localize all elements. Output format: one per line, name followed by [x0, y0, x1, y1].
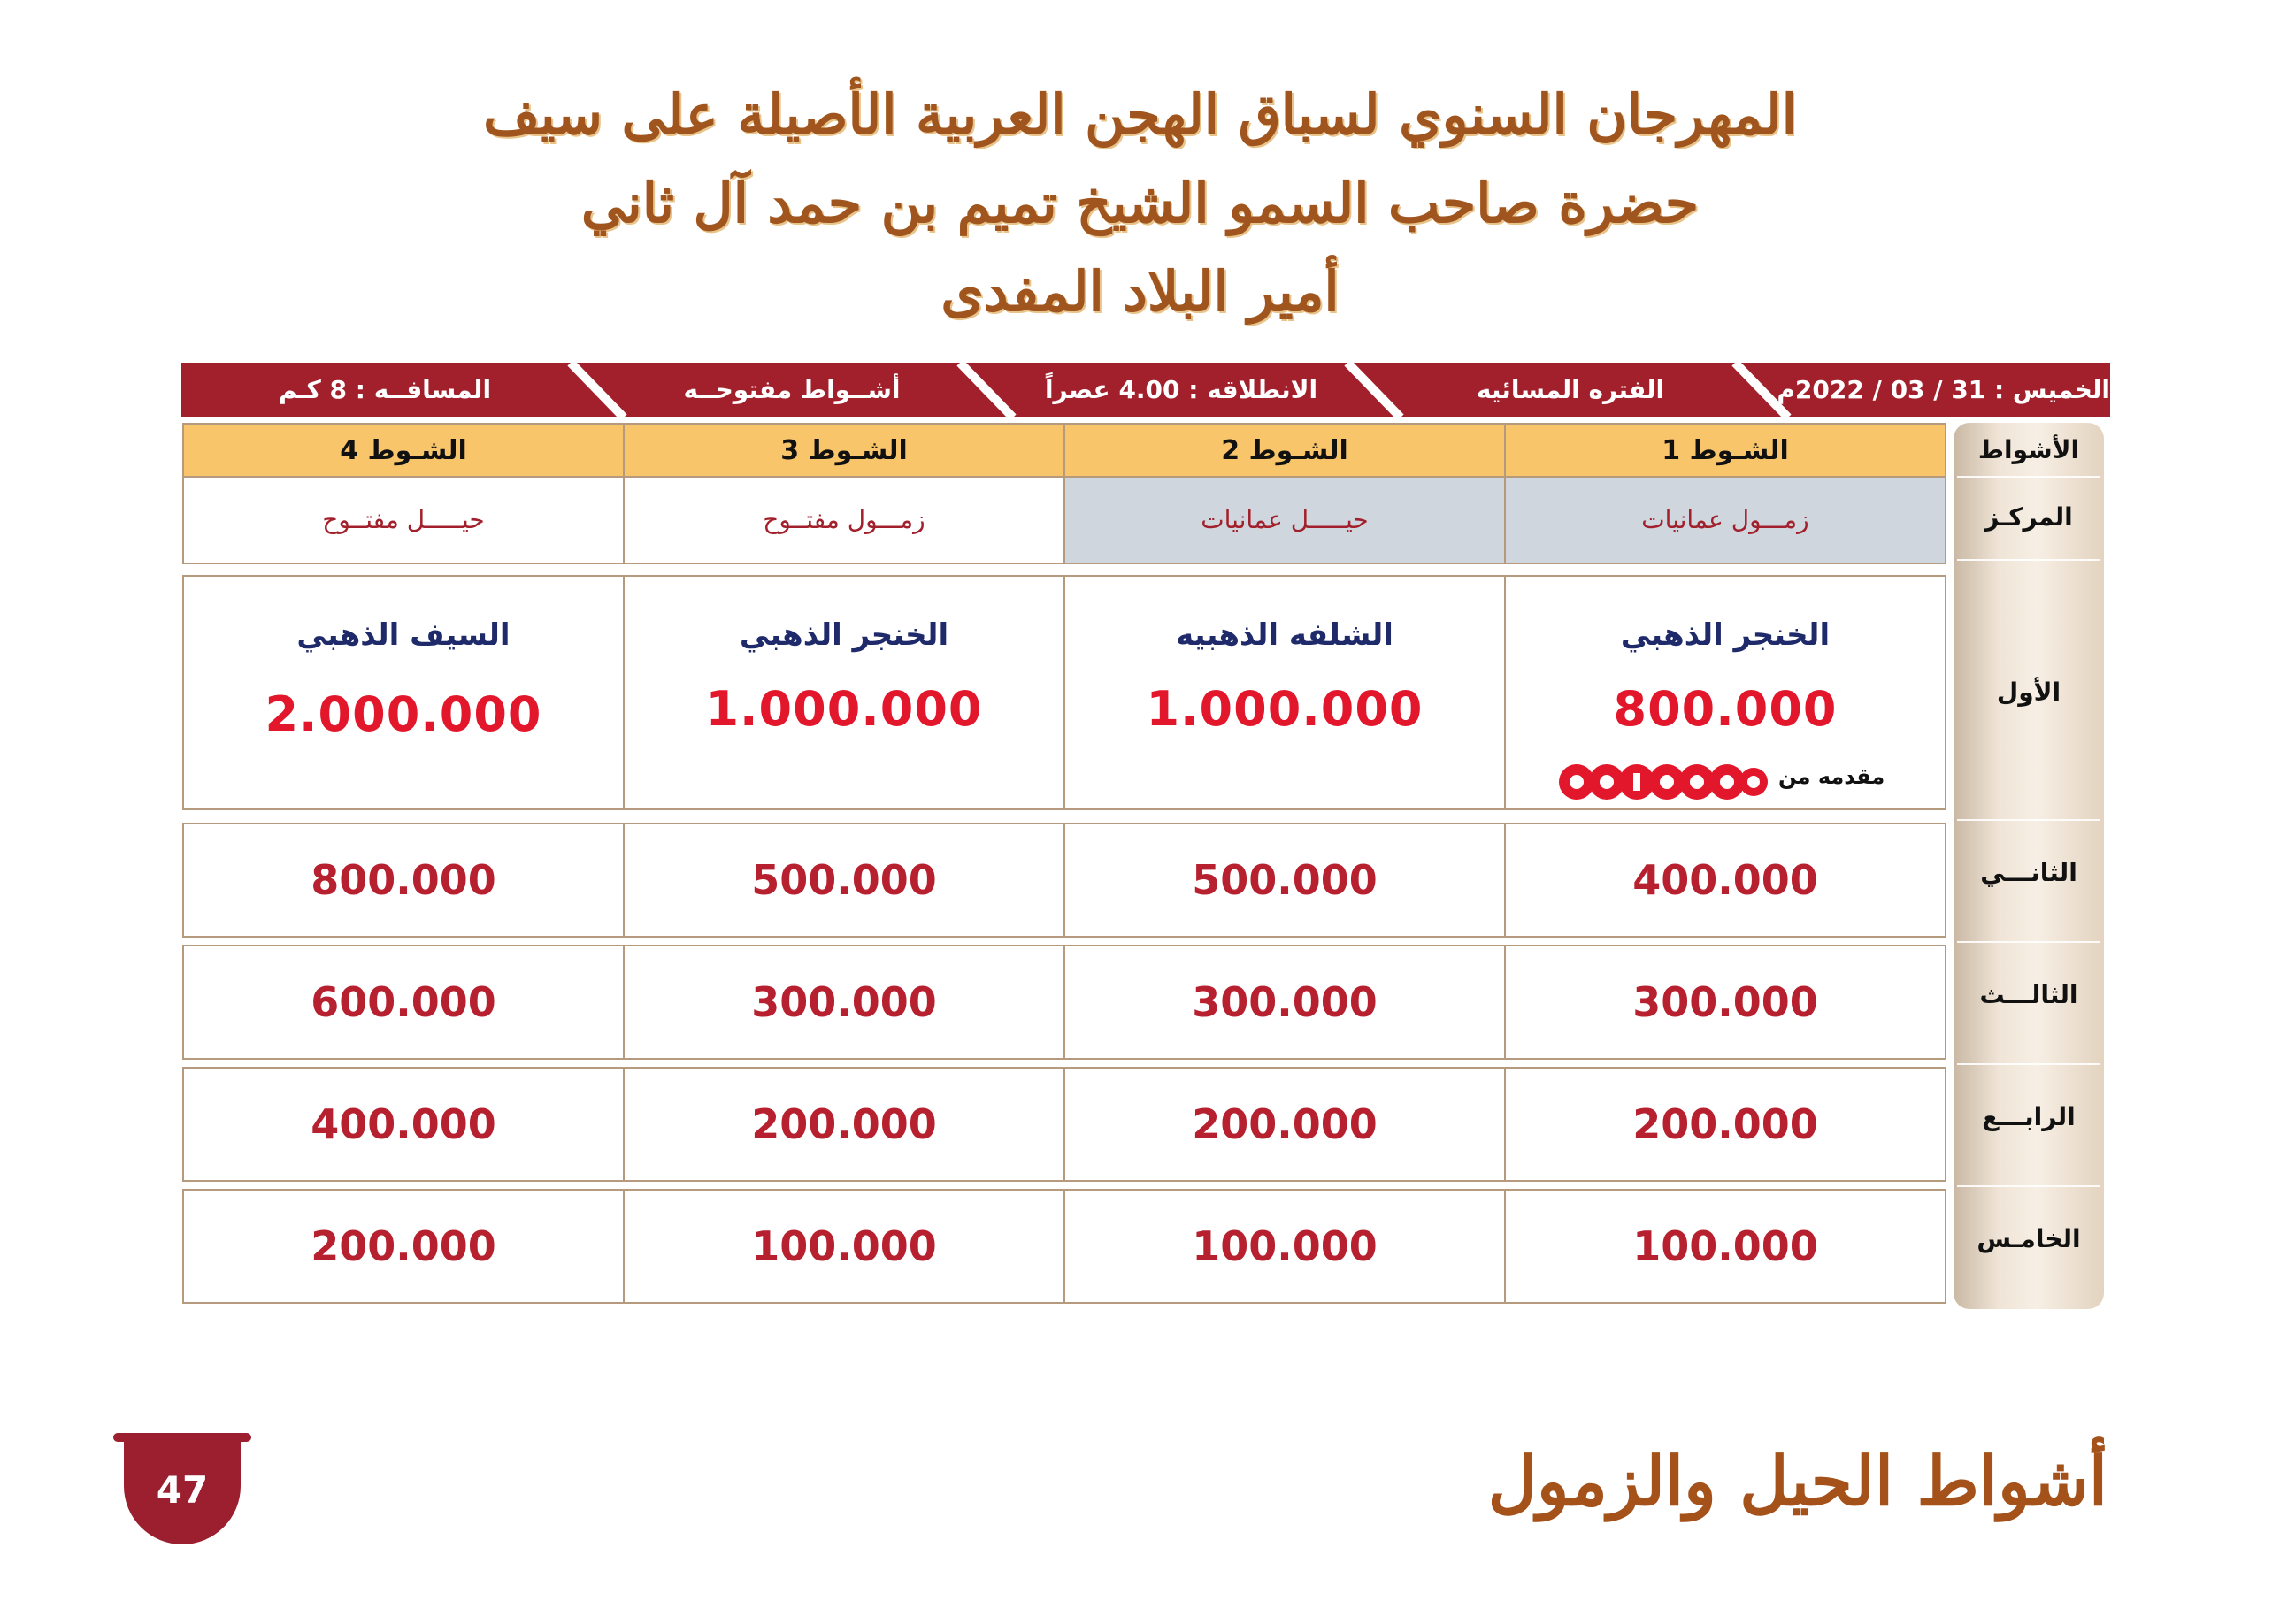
fourth-prize-cell: 200.000 — [1504, 1067, 1946, 1182]
second-prize-cell: 800.000 — [182, 823, 625, 938]
footer-title: أشواط الحيل والزمول — [1487, 1442, 2107, 1521]
fifth-prize-cell: 100.000 — [1504, 1189, 1946, 1304]
label-divider — [1957, 819, 2100, 821]
banner-rounds: أشــواط مفتوحــه — [683, 375, 901, 404]
label-fourth: الرابـــع — [1982, 1102, 2076, 1131]
label-divider — [1957, 941, 2100, 943]
label-first: الأول — [1996, 678, 2061, 707]
label-divider — [1957, 559, 2100, 561]
third-prize-cell: 300.000 — [1063, 945, 1506, 1060]
label-third: الثالـــث — [1979, 980, 2078, 1009]
prize-name: الخنجر الذهبي — [739, 617, 949, 653]
third-prize-cell: 600.000 — [182, 945, 625, 1060]
heading-line-3: أمير البلاد المفدى — [940, 259, 1340, 324]
prize-name: الشلفه الذهبيه — [1176, 617, 1393, 653]
label-divider — [1957, 1063, 2100, 1065]
third-prize-cell: 300.000 — [1504, 945, 1946, 1060]
sponsor-text: مقدمه من — [1778, 764, 1885, 789]
round-header: الشـوط 2 — [1063, 423, 1506, 478]
banner-distance: المسافــه : 8 كـم — [278, 375, 492, 404]
prize-name: السيف الذهبي — [296, 617, 511, 653]
heading-line-1: المهرجان السنوي لسباق الهجن العربية الأصيلة على سيف — [483, 82, 1797, 147]
page-heading — [0, 71, 2280, 336]
prize-name: الخنجر الذهبي — [1620, 617, 1831, 653]
first-prize-cell — [1063, 575, 1506, 810]
category-cell: زمـــول مفتــوح — [623, 476, 1065, 564]
info-banner — [181, 363, 2110, 417]
first-prize-cell — [623, 575, 1065, 810]
fourth-prize-cell: 200.000 — [1063, 1067, 1506, 1182]
category-cell: زمـــول عمانيات — [1504, 476, 1946, 564]
label-divider — [1957, 1185, 2100, 1187]
first-prize-value: 2.000.000 — [265, 686, 542, 742]
first-prize-value: 1.000.000 — [705, 681, 983, 737]
label-divider — [1957, 476, 2100, 478]
fifth-prize-cell: 200.000 — [182, 1189, 625, 1304]
banner-date: الخميس : 31 / 03 / 2022م — [1777, 375, 2110, 404]
banner-period: الفتره المسائيه — [1476, 375, 1665, 404]
round-header: الشـوط 1 — [1504, 423, 1946, 478]
page-number-badge: 47 — [124, 1433, 241, 1544]
first-prize-value: 800.000 — [1613, 681, 1838, 737]
first-prize-cell — [182, 575, 625, 810]
second-prize-cell: 400.000 — [1504, 823, 1946, 938]
label-position: المركـز — [1984, 502, 2073, 532]
second-prize-cell: 500.000 — [1063, 823, 1506, 938]
category-cell: حيـــــل مفتــوح — [182, 476, 625, 564]
fourth-prize-cell: 200.000 — [623, 1067, 1065, 1182]
fourth-prize-cell: 400.000 — [182, 1067, 625, 1182]
heading-line-2: حضرة صاحب السمو الشيخ تميم بن حمد آل ثاني — [580, 171, 1700, 235]
first-prize-value: 1.000.000 — [1146, 681, 1424, 737]
category-cell: حيـــــل عمانيات — [1063, 476, 1506, 564]
third-prize-cell: 300.000 — [623, 945, 1065, 1060]
second-prize-cell: 500.000 — [623, 823, 1065, 938]
round-header: الشـوط 4 — [182, 423, 625, 478]
label-rounds: الأشواط — [1977, 435, 2080, 464]
ooredoo-logo — [1557, 762, 1769, 801]
label-second: الثانـــي — [1980, 858, 2077, 887]
banner-start-time: الانطلاقه : 4.00 عصراً — [1044, 375, 1318, 404]
label-fifth: الخامـس — [1977, 1224, 2081, 1253]
fifth-prize-cell: 100.000 — [1063, 1189, 1506, 1304]
round-header: الشـوط 3 — [623, 423, 1065, 478]
fifth-prize-cell: 100.000 — [623, 1189, 1065, 1304]
